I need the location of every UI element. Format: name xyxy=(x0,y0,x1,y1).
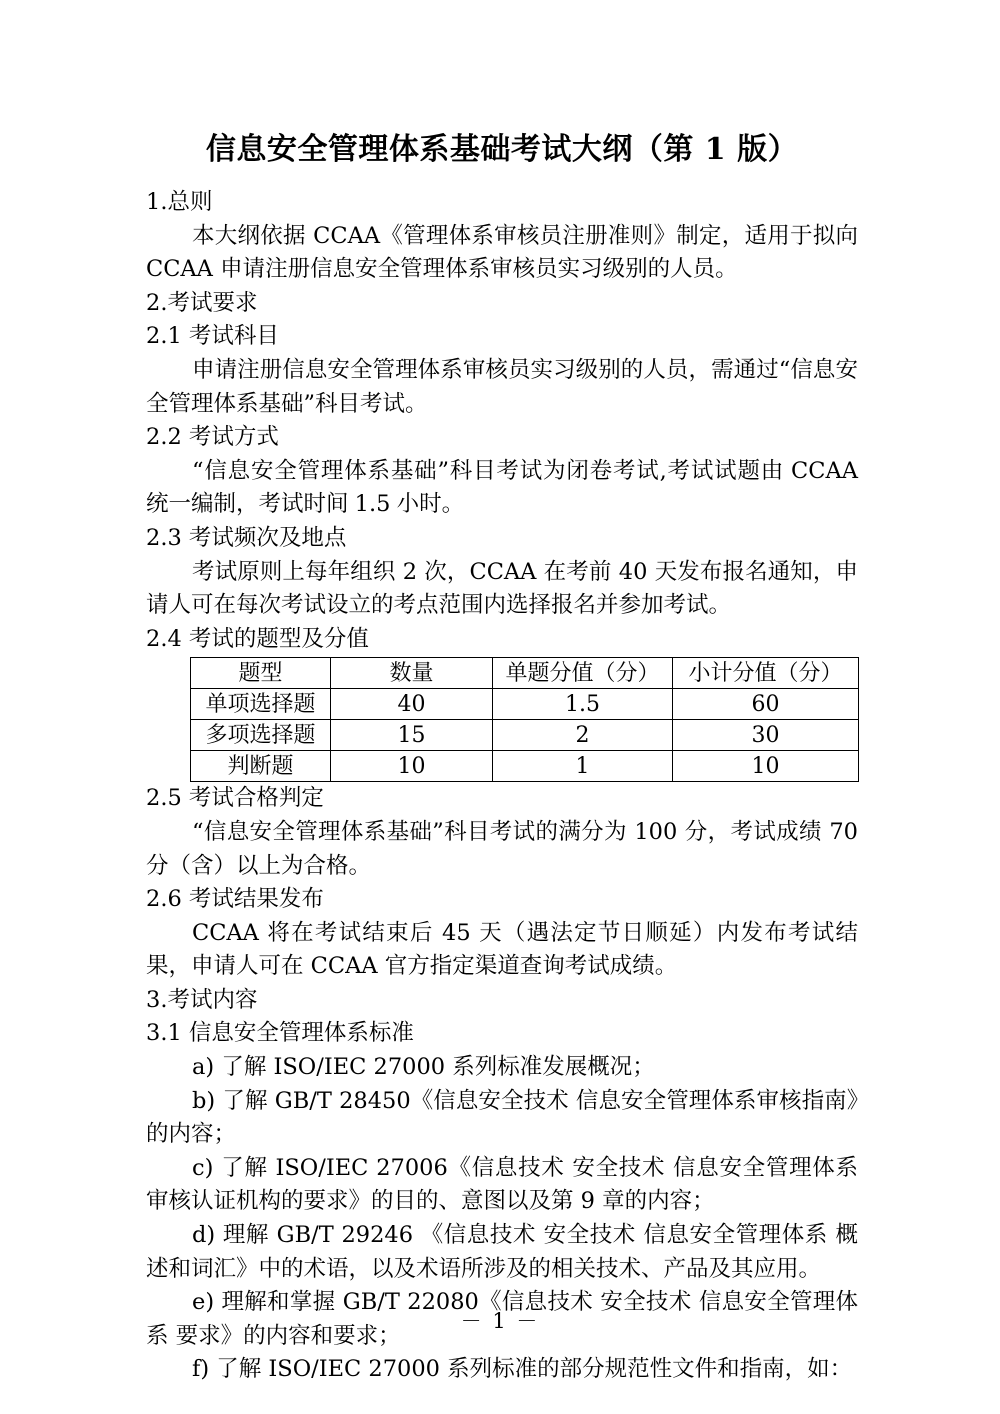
table-header-cell: 单题分值（分） xyxy=(493,658,673,689)
table-header-cell: 小计分值（分） xyxy=(673,658,859,689)
section-heading-2-3: 2.3 考试频次及地点 xyxy=(146,524,347,551)
table-row xyxy=(191,720,859,751)
table-cell: 多项选择题 xyxy=(191,720,331,751)
section-body-2-1: 申请注册信息安全管理体系审核员实习级别的人员，需通过“信息安全管理体系基础”科目考试。 xyxy=(146,356,858,417)
table-cell: 15 xyxy=(331,720,493,751)
table-cell: 30 xyxy=(673,720,859,751)
page-title: 信息安全管理体系基础考试大纲（第 1 版） xyxy=(205,132,799,167)
table-cell: 判断题 xyxy=(191,751,331,782)
section-body-2-2: “信息安全管理体系基础”科目考试为闭卷考试,考试试题由 CCAA 统一编制，考试时间 1.5 小时。 xyxy=(146,457,858,518)
page-number-footer: － 1 － xyxy=(460,1309,540,1333)
section-body-2-5: “信息安全管理体系基础”科目考试的满分为 100 分，考试成绩 70 分（含）以上为合格。 xyxy=(146,818,858,879)
exam-question-types-table xyxy=(190,657,859,782)
section-heading-2: 2.考试要求 xyxy=(146,289,258,316)
section-heading-2-2: 2.2 考试方式 xyxy=(146,424,279,451)
document-content xyxy=(146,128,858,1387)
list-item-f: f) 了解 ISO/IEC 27000 系列标准的部分规范性文件和指南，如： xyxy=(192,1356,853,1383)
table-cell: 10 xyxy=(673,751,859,782)
table-header-cell: 题型 xyxy=(191,658,331,689)
section-heading-3-1: 3.1 信息安全管理体系标准 xyxy=(146,1020,414,1047)
list-item-c: c) 了解 ISO/IEC 27006《信息技术 安全技术 信息安全管理体系审核认证机构的要求》的目的、意图以及第 9 章的内容； xyxy=(146,1154,858,1215)
table-cell: 40 xyxy=(331,689,493,720)
table-header-row xyxy=(191,658,859,689)
table-cell: 1 xyxy=(493,751,673,782)
list-item-d: d) 理解 GB/T 29246 《信息技术 安全技术 信息安全管理体系 概述和词汇》中的术语，以及术语所涉及的相关技术、产品及其应用。 xyxy=(146,1222,858,1282)
list-item-a: a) 了解 ISO/IEC 27000 系列标准发展概况； xyxy=(192,1054,655,1081)
table-cell: 2 xyxy=(493,720,673,751)
list-item-e: e) 理解和掌握 GB/T 22080《信息技术 安全技术 信息安全管理体系 要求》的内容和要求； xyxy=(146,1289,858,1349)
section-heading-2-6: 2.6 考试结果发布 xyxy=(146,886,324,913)
section-body-1: 本大纲依据 CCAA《管理体系审核员注册准则》制定，适用于拟向 CCAA 申请注册信息安全管理体系审核员实习级别的人员。 xyxy=(146,222,858,283)
section-heading-2-5: 2.5 考试合格判定 xyxy=(146,785,324,812)
table-cell: 10 xyxy=(331,751,493,782)
section-body-2-3: 考试原则上每年组织 2 次，CCAA 在考前 40 天发布报名通知，申请人可在每次考试设立的考点范围内选择报名并参加考试。 xyxy=(146,558,858,619)
section-heading-1: 1.总则 xyxy=(146,189,213,215)
table-row xyxy=(191,689,859,720)
table-row xyxy=(191,751,859,782)
section-heading-2-4: 2.4 考试的题型及分值 xyxy=(146,625,369,652)
table-cell: 60 xyxy=(673,689,859,720)
section-heading-2-1: 2.1 考试科目 xyxy=(146,323,279,350)
section-body-2-6: CCAA 将在考试结束后 45 天（遇法定节日顺延）内发布考试结果，申请人可在 CCAA 官方指定渠道查询考试成绩。 xyxy=(146,919,858,980)
list-item-b: b) 了解 GB/T 28450《信息安全技术 信息安全管理体系审核指南》的内容； xyxy=(146,1087,858,1148)
score-table-wrapper xyxy=(190,657,858,782)
table-header-cell: 数量 xyxy=(331,658,493,689)
table-cell: 单项选择题 xyxy=(191,689,331,720)
table-cell: 1.5 xyxy=(493,689,673,720)
section-heading-3: 3.考试内容 xyxy=(146,986,258,1013)
